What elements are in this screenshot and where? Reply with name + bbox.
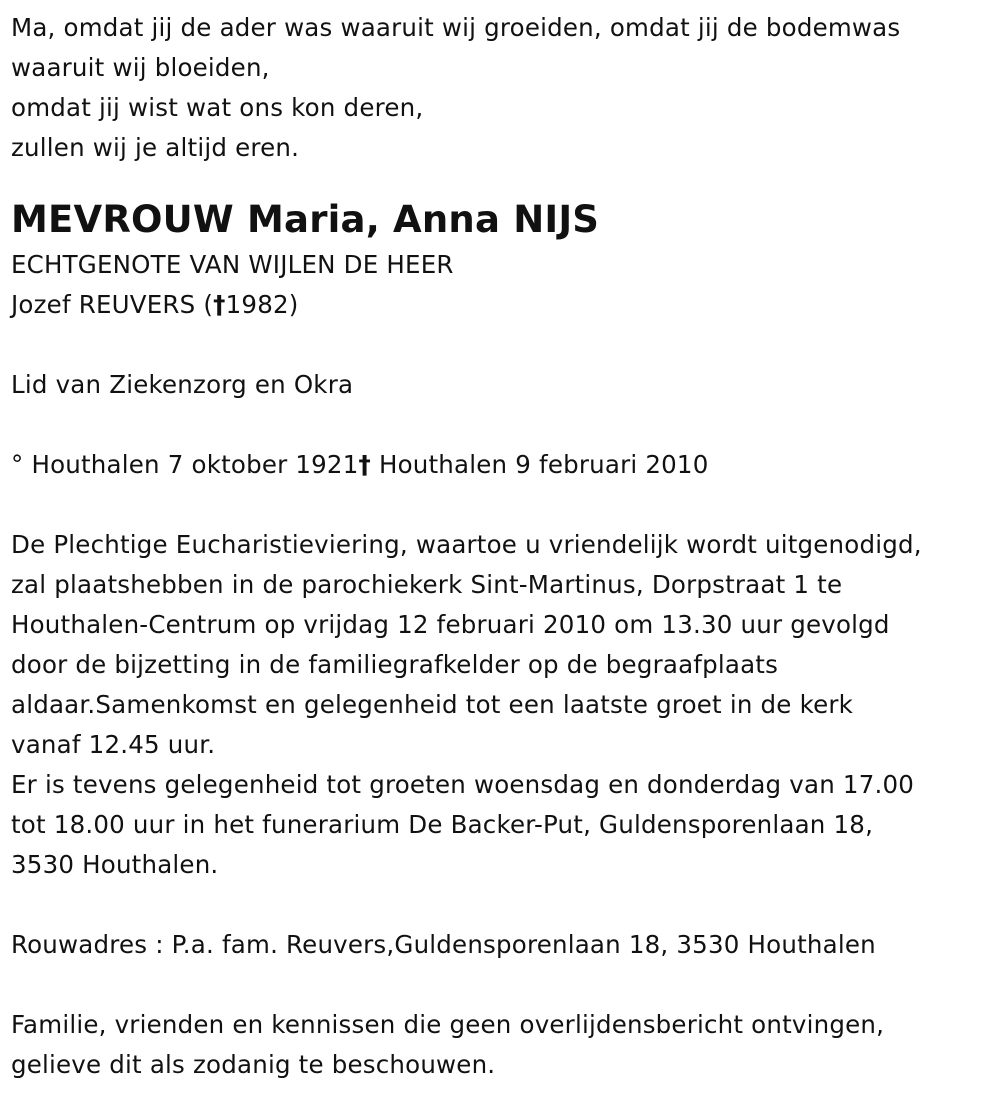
ceremony-line-4: door de bijzetting in de familiegrafkelder op de begraafplaats [11, 650, 779, 679]
dates-line [11, 445, 1000, 485]
spouse-intro: ECHTGENOTE VAN WIJLEN DE HEER [11, 250, 454, 279]
spouse-line [11, 285, 1000, 325]
poem-line-2: waaruit wij bloeiden, [11, 53, 270, 82]
ceremony-line-5: aldaar.Samenkomst en gelegenheid tot een laatste groet in de kerk [11, 690, 854, 719]
cross-icon: † [213, 290, 226, 319]
ceremony-line-3: Houthalen-Centrum op vrijdag 12 februari 2010 om 13.30 uur gevolgd [11, 610, 890, 639]
spacer [11, 325, 1000, 365]
closing-section [11, 1005, 1000, 1085]
ceremony-line-1: De Plechtige Eucharistieviering, waartoe u vriendelijk wordt uitgenodigd, [11, 530, 922, 559]
ceremony-line-8: tot 18.00 uur in het funerarium De Backer-Put, Guldensporenlaan 18, [11, 810, 874, 839]
membership-text: Lid van Ziekenzorg en Okra [11, 370, 354, 399]
poem-section [11, 8, 1000, 168]
poem-line-4: zullen wij je altijd eren. [11, 133, 300, 162]
ceremony-line-6: vanaf 12.45 uur. [11, 730, 216, 759]
ceremony-line-9: 3530 Houthalen. [11, 850, 219, 879]
spacer [11, 885, 1000, 925]
closing-line-1: Familie, vrienden en kennissen die geen overlijdensbericht ontvingen, [11, 1010, 885, 1039]
spouse-name: Jozef REUVERS ( [11, 290, 214, 319]
poem-line-3: omdat jij wist wat ons kon deren, [11, 93, 424, 122]
spouse-death-year: 1982) [225, 290, 299, 319]
birth-date: Houthalen 7 oktober 1921 [23, 450, 359, 479]
spacer [11, 965, 1000, 1005]
spacer [11, 168, 1000, 195]
death-date: Houthalen 9 februari 2010 [370, 450, 709, 479]
cross-icon: † [358, 450, 371, 479]
spacer [11, 405, 1000, 445]
poem-line-1: Ma, omdat jij de ader was waaruit wij groeiden, omdat jij de bodemwas [11, 13, 901, 42]
deceased-section [11, 195, 1000, 325]
closing-line-2: gelieve dit als zodanig te beschouwen. [11, 1050, 496, 1079]
ceremony-line-2: zal plaatshebben in de parochiekerk Sint-Martinus, Dorpstraat 1 te [11, 570, 843, 599]
ceremony-section [11, 525, 1000, 885]
spacer [11, 485, 1000, 525]
mourning-address: Rouwadres : P.a. fam. Reuvers,Guldensporenlaan 18, 3530 Houthalen [11, 930, 876, 959]
ceremony-line-7: Er is tevens gelegenheid tot groeten woensdag en donderdag van 17.00 [11, 770, 915, 799]
birth-mark-icon: ° [11, 450, 24, 479]
deceased-name: MEVROUW Maria, Anna NIJS [11, 198, 600, 241]
